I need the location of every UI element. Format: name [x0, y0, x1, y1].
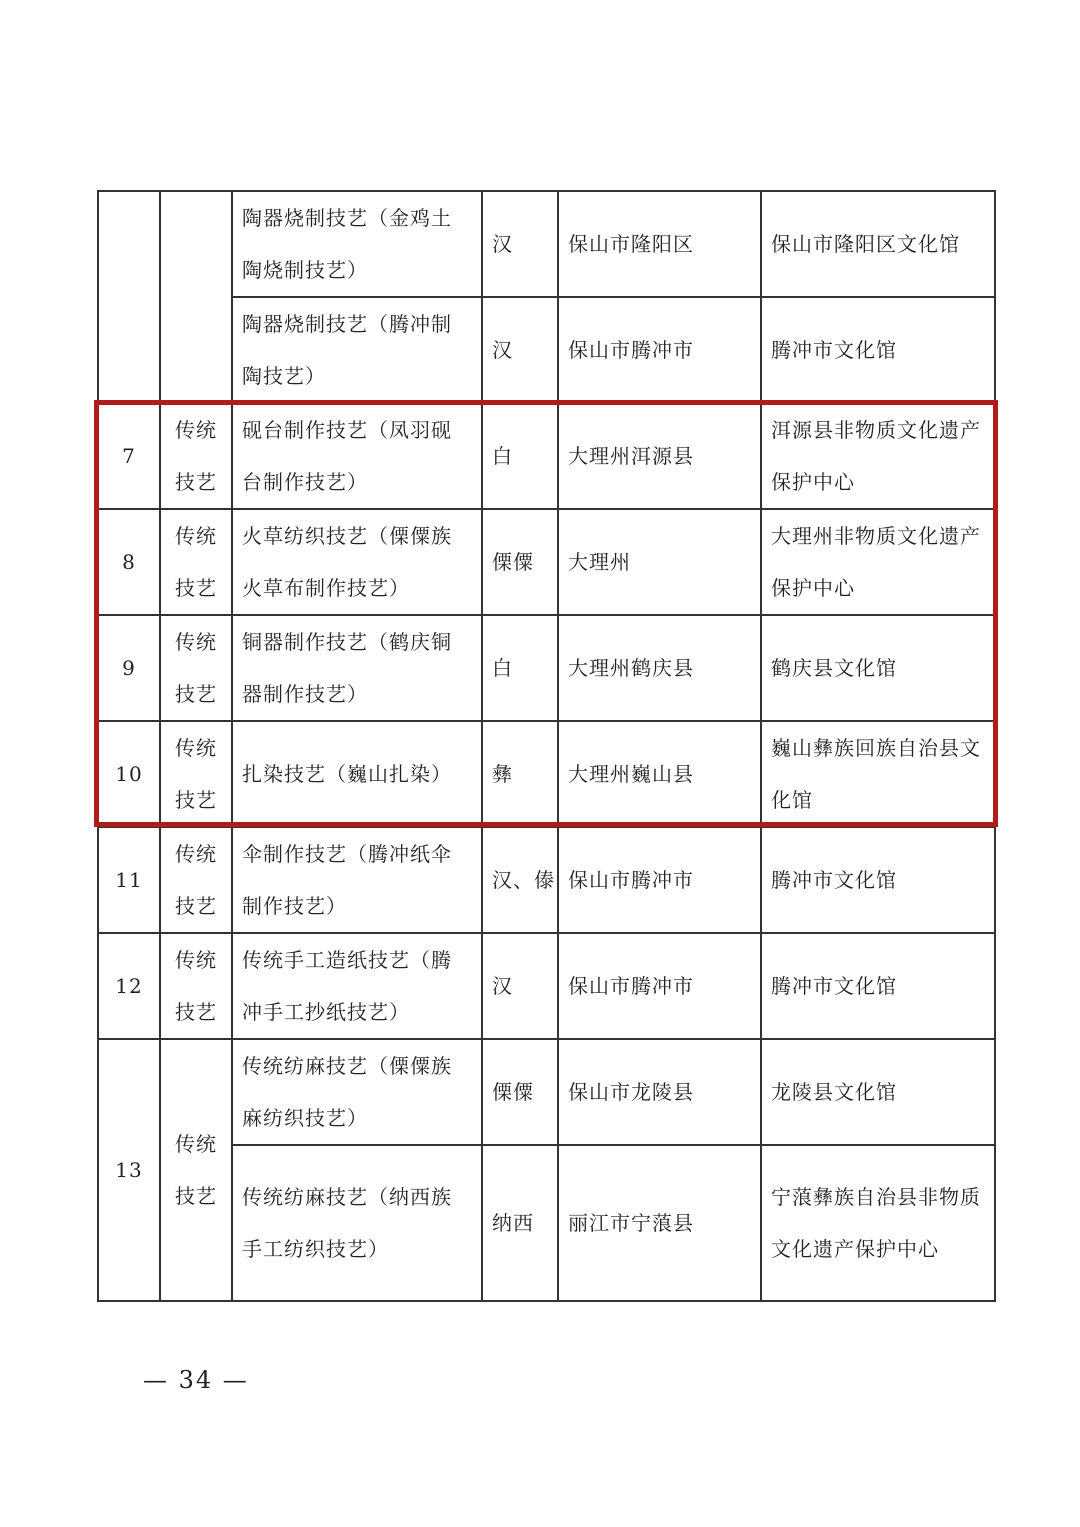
cell-region: 保山市隆阳区: [558, 191, 761, 297]
cell-region: 保山市腾冲市: [558, 933, 761, 1039]
cell-project: 扎染技艺（巍山扎染）: [232, 721, 482, 827]
cell-no: 11: [98, 827, 160, 933]
cell-unit: 宁蒗彝族自治县非物质文化遗产保护中心: [761, 1145, 995, 1301]
cell-ethnicity: 彝: [482, 721, 558, 827]
cell-unit: 腾冲市文化馆: [761, 297, 995, 403]
table-row: [98, 721, 995, 827]
cell-ethnicity: 白: [482, 403, 558, 509]
cell-unit: 龙陵县文化馆: [761, 1039, 995, 1145]
cell-ethnicity: 傈僳: [482, 1039, 558, 1145]
heritage-table: [97, 190, 996, 1302]
cell-ethnicity: 汉: [482, 933, 558, 1039]
table-row: [98, 933, 995, 1039]
cell-category: 传统技艺: [160, 721, 232, 827]
cell-ethnicity: 汉、傣: [482, 827, 558, 933]
cell-no: 7: [98, 403, 160, 509]
cell-project: 伞制作技艺（腾冲纸伞制作技艺）: [232, 827, 482, 933]
cell-no: 13: [98, 1039, 160, 1301]
cell-project: 陶器烧制技艺（金鸡土陶烧制技艺）: [232, 191, 482, 297]
cell-category: 传统技艺: [160, 827, 232, 933]
cell-region: 大理州巍山县: [558, 721, 761, 827]
cell-category: 传统技艺: [160, 1039, 232, 1301]
cell-region: 丽江市宁蒗县: [558, 1145, 761, 1301]
cell-ethnicity: 纳西: [482, 1145, 558, 1301]
cell-no: 9: [98, 615, 160, 721]
cell-project: 传统纺麻技艺（纳西族手工纺织技艺）: [232, 1145, 482, 1301]
cell-category: 传统技艺: [160, 403, 232, 509]
cell-unit: 保山市隆阳区文化馆: [761, 191, 995, 297]
table-row: [98, 191, 995, 297]
cell-region: 保山市龙陵县: [558, 1039, 761, 1145]
cell-category: [160, 191, 232, 403]
table-row: [98, 1039, 995, 1145]
table-row: [98, 509, 995, 615]
cell-project: 铜器制作技艺（鹤庆铜器制作技艺）: [232, 615, 482, 721]
cell-unit: 腾冲市文化馆: [761, 933, 995, 1039]
cell-no: 12: [98, 933, 160, 1039]
cell-ethnicity: 傈僳: [482, 509, 558, 615]
cell-ethnicity: 白: [482, 615, 558, 721]
page-number: — 34 —: [143, 1366, 249, 1394]
cell-region: 保山市腾冲市: [558, 827, 761, 933]
cell-no: 10: [98, 721, 160, 827]
cell-no: [98, 191, 160, 403]
cell-category: 传统技艺: [160, 615, 232, 721]
cell-project: 传统纺麻技艺（傈僳族麻纺织技艺）: [232, 1039, 482, 1145]
cell-ethnicity: 汉: [482, 297, 558, 403]
cell-unit: 大理州非物质文化遗产保护中心: [761, 509, 995, 615]
cell-region: 大理州洱源县: [558, 403, 761, 509]
cell-region: 大理州鹤庆县: [558, 615, 761, 721]
table-row: [98, 403, 995, 509]
cell-unit: 洱源县非物质文化遗产保护中心: [761, 403, 995, 509]
cell-project: 火草纺织技艺（傈僳族火草布制作技艺）: [232, 509, 482, 615]
table-row: [98, 1145, 995, 1301]
cell-region: 大理州: [558, 509, 761, 615]
cell-category: 传统技艺: [160, 509, 232, 615]
table-row: [98, 297, 995, 403]
cell-no: 8: [98, 509, 160, 615]
cell-project: 传统手工造纸技艺（腾冲手工抄纸技艺）: [232, 933, 482, 1039]
cell-project: 砚台制作技艺（凤羽砚台制作技艺）: [232, 403, 482, 509]
cell-ethnicity: 汉: [482, 191, 558, 297]
table-row: [98, 615, 995, 721]
cell-unit: 鹤庆县文化馆: [761, 615, 995, 721]
cell-unit: 腾冲市文化馆: [761, 827, 995, 933]
table-row: [98, 827, 995, 933]
cell-category: 传统技艺: [160, 933, 232, 1039]
cell-region: 保山市腾冲市: [558, 297, 761, 403]
cell-project: 陶器烧制技艺（腾冲制陶技艺）: [232, 297, 482, 403]
cell-unit: 巍山彝族回族自治县文化馆: [761, 721, 995, 827]
